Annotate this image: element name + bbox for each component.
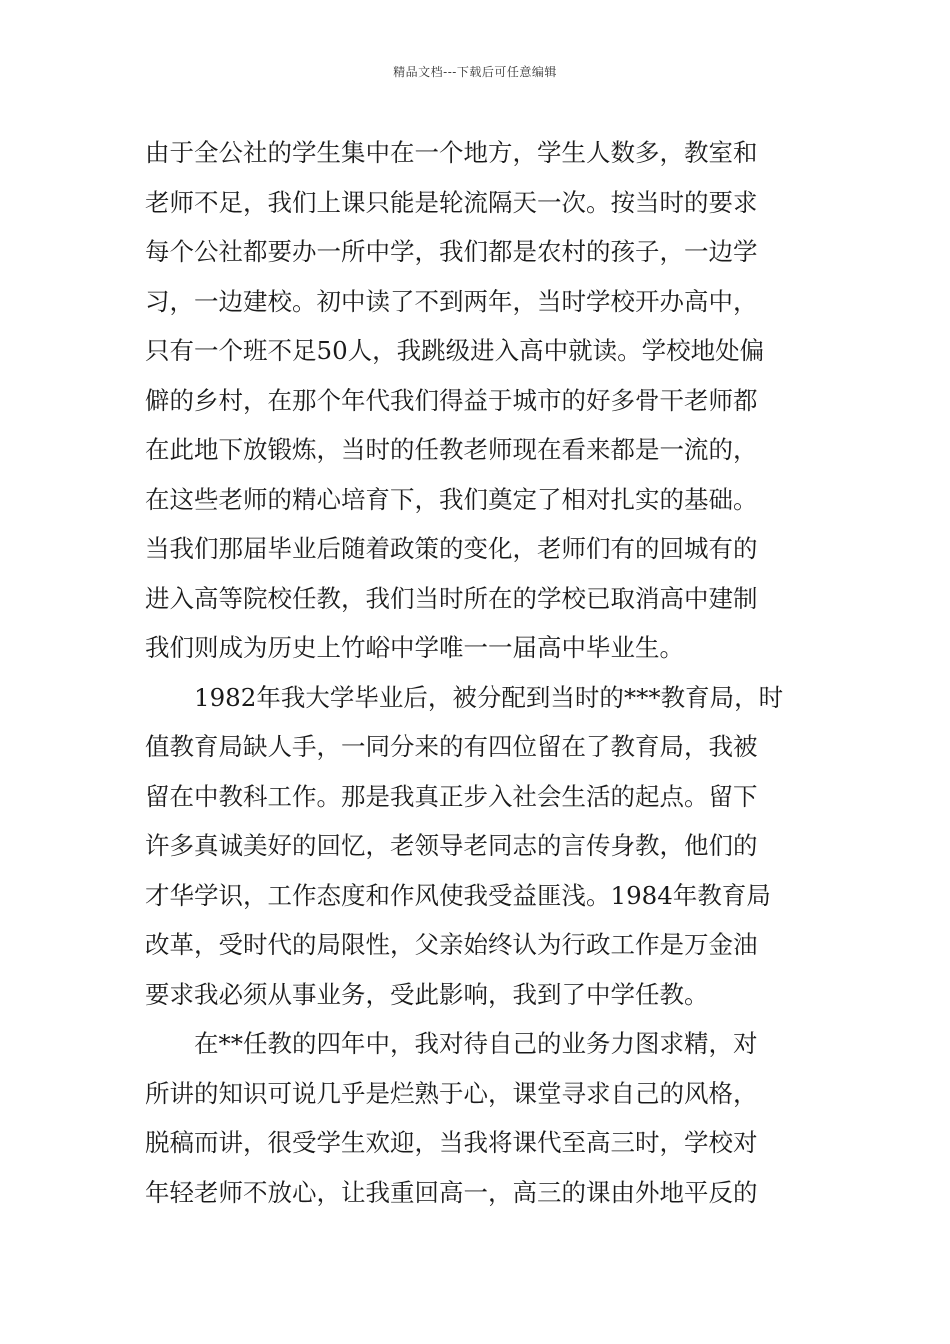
text-line: 老师不足，我们上课只能是轮流隔天一次。按当时的要求 [145,187,758,217]
paragraph-2 [145,673,807,1020]
text-line: 改革，受时代的局限性，父亲始终认为行政工作是万金油 [145,930,758,959]
text-line: 每个公社都要办一所中学，我们都是农村的孩子，一边学 [145,237,758,266]
text-line: 才华学识，工作态度和作风使我受益匪浅。1984年教育局 [145,880,771,910]
text-line: 留在中教科工作。那是我真正步入社会生活的起点。留下 [145,781,758,811]
text-line: 进入高等院校任教，我们当时所在的学校已取消高中建制 [145,583,758,613]
text-line: 许多真诚美好的回忆，老领导老同志的言传身教，他们的 [145,831,758,860]
text-line: 1982年我大学毕业后，被分配到当时的***教育局，时 [194,682,784,712]
text-line: 我们则成为历史上竹峪中学唯一一届高中毕业生。 [145,633,684,662]
text-line: 值教育局缺人手，一同分来的有四位留在了教育局，我被 [145,732,758,761]
text-line: 当我们那届毕业后随着政策的变化，老师们有的回城有的 [145,534,758,563]
paragraph-3 [145,1019,807,1217]
text-line: 要求我必须从事业务，受此影响，我到了中学任教。 [145,979,709,1009]
text-line: 所讲的知识可说几乎是烂熟于心，课堂寻求自己的风格， [145,1078,758,1108]
text-line: 在**任教的四年中，我对待自己的业务力图求精，对 [194,1029,758,1058]
text-line: 僻的乡村，在那个年代我们得益于城市的好多骨干老师都 [145,385,758,415]
text-line: 由于全公社的学生集中在一个地方，学生人数多，教室和 [145,138,758,167]
text-line: 只有一个班不足50人，我跳级进入高中就读。学校地处偏 [145,336,765,365]
text-line: 在这些老师的精心培育下，我们奠定了相对扎实的基础。 [145,484,758,514]
text-line: 脱稿而讲，很受学生欢迎，当我将课代至高三时，学校对 [145,1128,758,1157]
text-line: 习，一边建校。初中读了不到两年，当时学校开办高中， [145,286,758,316]
paragraph-1 [145,128,807,673]
text-line: 年轻老师不放心，让我重回高一，高三的课由外地平反的 [145,1177,758,1207]
page-header: 精品文档---下载后可任意编辑 [393,65,557,79]
document-body [145,128,807,1217]
text-line: 在此地下放锻炼，当时的任教老师现在看来都是一流的， [145,435,758,464]
